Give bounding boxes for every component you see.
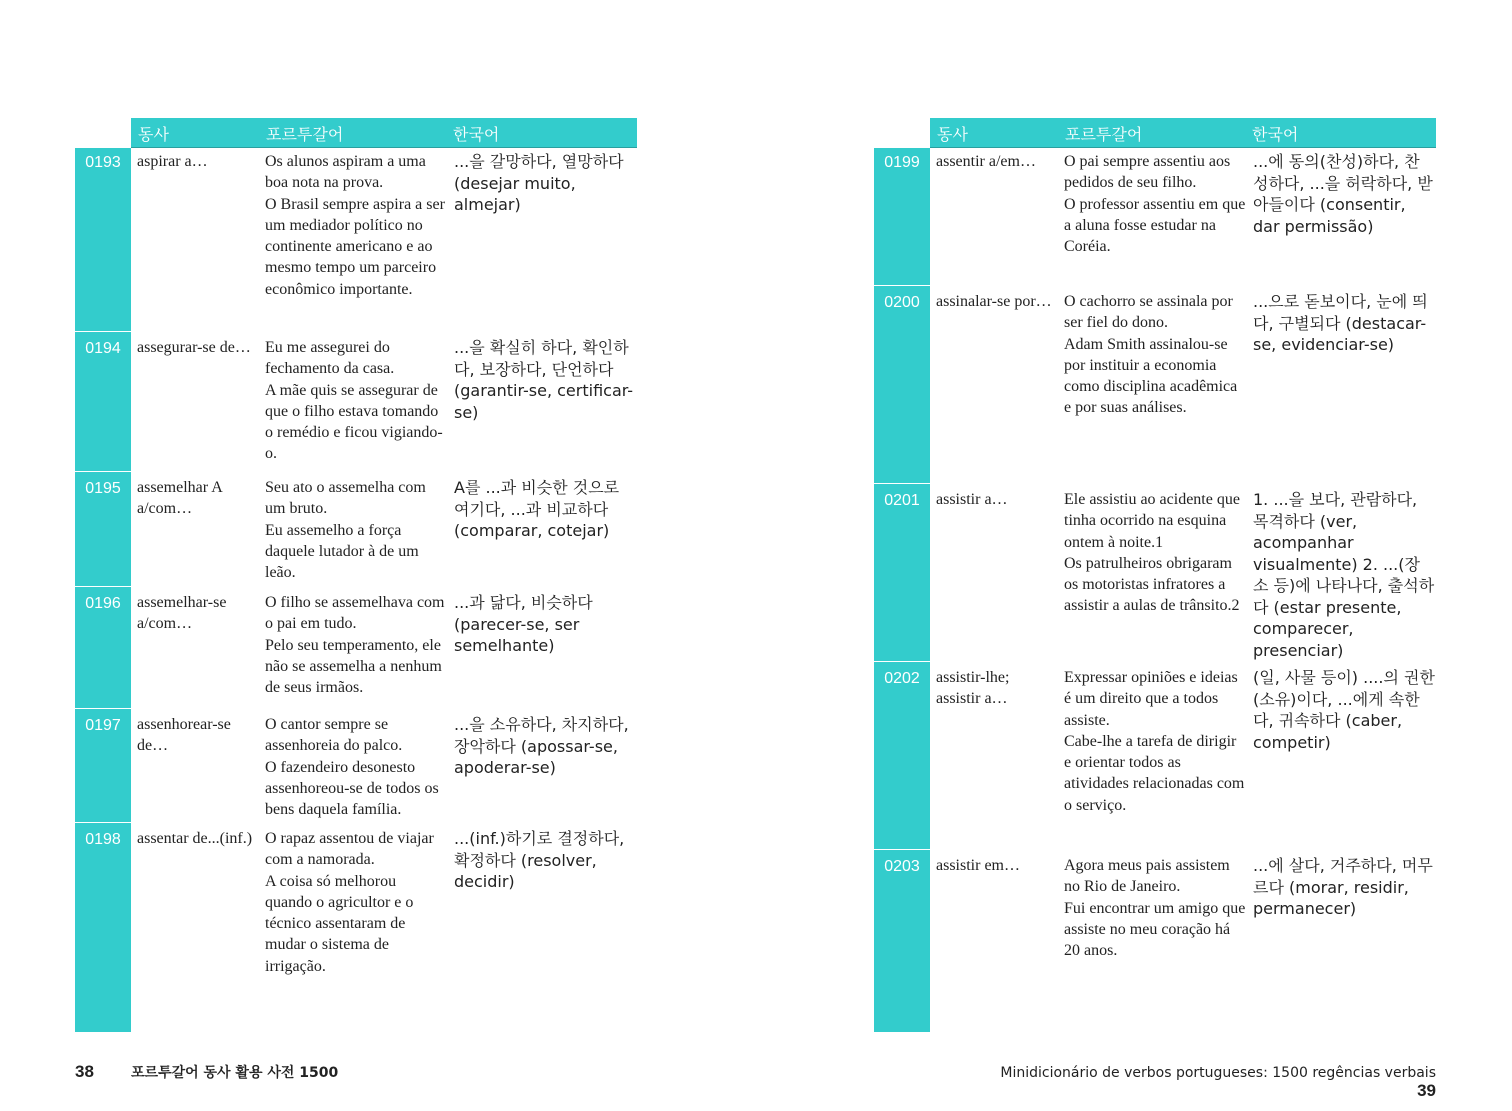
entry-examples bbox=[1064, 855, 1246, 961]
entry-verb: assemelhar A a/com… bbox=[137, 479, 222, 518]
header-verb: 동사 bbox=[937, 125, 968, 144]
left-footer bbox=[75, 1062, 338, 1082]
entry-verb: assistir a… bbox=[936, 491, 1008, 508]
header-korean: 한국어 bbox=[1252, 125, 1299, 144]
entry-number: 0194 bbox=[85, 340, 121, 357]
entry-verb: assenhorear-se de… bbox=[137, 716, 231, 755]
example-sentence: Expressar opiniões e ideias é um direito que a todos assiste. bbox=[1064, 669, 1238, 729]
entry-korean: (일, 사물 등이) ....의 권한(소유)이다, ...에게 속한다, 귀속하다 (caber, competir) bbox=[1253, 668, 1435, 752]
example-sentence: Os alunos aspiram a uma boa nota na prova. bbox=[265, 153, 426, 192]
example-sentence: O rapaz assentou de viajar com a namorada. bbox=[265, 830, 434, 869]
entry-number: 0203 bbox=[884, 858, 920, 875]
example-sentence: O cantor sempre se assenhoreia do palco. bbox=[265, 716, 403, 755]
page-number: 39 bbox=[1417, 1081, 1436, 1100]
entry-examples bbox=[265, 337, 447, 465]
entry-korean: ...(inf.)하기로 결정하다, 확정하다 (resolver, decidir) bbox=[454, 829, 625, 891]
entry-number: 0193 bbox=[85, 154, 121, 171]
header-portuguese: 포르투갈어 bbox=[266, 125, 344, 144]
example-sentence: A mãe quis se assegurar de que o filho estava tomando o remédio e ficou vigiando-o. bbox=[265, 381, 443, 463]
entry-korean: ...과 닮다, 비슷하다 (parecer-se, ser semelhante) bbox=[454, 593, 593, 655]
entry-examples bbox=[265, 477, 447, 583]
entry-verb: assinalar-se por… bbox=[936, 293, 1052, 310]
entry-examples bbox=[265, 151, 447, 300]
header-korean: 한국어 bbox=[453, 125, 500, 144]
entry-verb: assistir em… bbox=[936, 857, 1020, 874]
example-sentence: O pai sempre assentiu aos pedidos de seu filho. bbox=[1064, 153, 1231, 192]
example-sentence: O filho se assemelhava com o pai em tudo. bbox=[265, 594, 445, 633]
entry-korean: ...을 갈망하다, 열망하다 (desejar muito, almejar) bbox=[454, 152, 624, 214]
footer-title: 포르투갈어 동사 활용 사전 1500 bbox=[131, 1065, 339, 1081]
table-header bbox=[930, 118, 1436, 148]
footer-title: Minidicionário de verbos portugueses: 1500 regências verbais bbox=[1000, 1065, 1436, 1081]
entry-korean: 1. ...을 보다, 관람하다, 목격하다 (ver, acompanhar visualmente) 2. ...(장소 등)에 나타나다, 출석하다 (estar presente, comparecer, presenciar) bbox=[1253, 490, 1435, 660]
entry-number: 0195 bbox=[85, 480, 121, 497]
entry-number: 0198 bbox=[85, 831, 121, 848]
entry-verb: assegurar-se de… bbox=[137, 339, 251, 356]
example-sentence: A coisa só melhorou quando o agricultor e o técnico assentaram de mudar o sistema de irrigação. bbox=[265, 872, 414, 975]
entry-korean: A를 ...과 비슷한 것으로 여기다, ...과 비교하다 (comparar, cotejar) bbox=[454, 478, 620, 540]
example-sentence: Pelo seu temperamento, ele não se assemelha a nenhum de seus irmãos. bbox=[265, 636, 442, 697]
entry-number: 0199 bbox=[884, 154, 920, 171]
entry-examples bbox=[265, 714, 447, 820]
table-header bbox=[131, 118, 637, 148]
entry-number: 0200 bbox=[884, 294, 920, 311]
entry-verb: assentir a/em… bbox=[936, 153, 1036, 170]
example-sentence: O Brasil sempre aspira a ser um mediador político no continente americano e ao mesmo tempo um parceiro econômico importante. bbox=[265, 195, 445, 298]
entry-examples bbox=[1064, 489, 1246, 617]
example-sentence: Ele assistiu ao acidente que tinha ocorrido na esquina ontem à noite.1 bbox=[1064, 491, 1240, 551]
entry-verb: assemelhar-se a/com… bbox=[137, 594, 227, 633]
entry-verb: assentar de...(inf.) bbox=[137, 830, 253, 847]
example-sentence: O professor assentiu em que a aluna fosse estudar na Coréia. bbox=[1064, 195, 1246, 256]
entry-number: 0202 bbox=[884, 670, 920, 687]
entry-verb: assistir-lhe; assistir a… bbox=[936, 669, 1010, 708]
entry-examples bbox=[265, 828, 447, 977]
entry-examples bbox=[265, 592, 447, 698]
entry-examples bbox=[1064, 667, 1246, 816]
right-page bbox=[756, 0, 1512, 1111]
example-sentence: Agora meus pais assistem no Rio de Janeiro. bbox=[1064, 857, 1230, 896]
example-sentence: O cachorro se assinala por ser fiel do dono. bbox=[1064, 293, 1233, 332]
example-sentence: Adam Smith assinalou-se por instituir a economia como disciplina acadêmica e por suas análises. bbox=[1064, 335, 1238, 417]
example-sentence: Seu ato o assemelha com um bruto. bbox=[265, 479, 426, 518]
example-sentence: Os patrulheiros obrigaram os motoristas infratores a assistir a aulas de trânsito.2 bbox=[1064, 554, 1240, 615]
page-number: 38 bbox=[75, 1062, 94, 1081]
entry-number: 0196 bbox=[85, 595, 121, 612]
example-sentence: Eu me assegurei do fechamento da casa. bbox=[265, 339, 395, 378]
header-verb: 동사 bbox=[138, 125, 169, 144]
entry-number: 0197 bbox=[85, 717, 121, 734]
entry-number: 0201 bbox=[884, 492, 920, 509]
example-sentence: Cabe-lhe a tarefa de dirigir e orientar todos as atividades relacionadas com o serviço. bbox=[1064, 732, 1245, 814]
entry-korean: ...으로 돋보이다, 눈에 띄다, 구별되다 (destacar-se, evidenciar-se) bbox=[1253, 292, 1428, 354]
example-sentence: O fazendeiro desonesto assenhoreou-se de todos os bens daquela família. bbox=[265, 758, 439, 819]
entry-korean: ...에 살다, 거주하다, 머무르다 (morar, residir, permanecer) bbox=[1253, 856, 1433, 918]
number-column bbox=[874, 148, 930, 1032]
entry-korean: ...을 소유하다, 차지하다, 장악하다 (apossar-se, apoderar-se) bbox=[454, 715, 629, 777]
example-sentence: Fui encontrar um amigo que assiste no meu coração há 20 anos. bbox=[1064, 899, 1246, 960]
right-footer bbox=[956, 1062, 1436, 1101]
header-portuguese: 포르투갈어 bbox=[1065, 125, 1143, 144]
entry-korean: ...을 확실히 하다, 확인하다, 보장하다, 단언하다 (garantir-se, certificar-se) bbox=[454, 338, 634, 422]
example-sentence: Eu assemelho a força daquele lutador à de um leão. bbox=[265, 521, 419, 582]
entry-examples bbox=[1064, 291, 1246, 419]
entry-korean: ...에 동의(찬성)하다, 찬성하다, ...을 허락하다, 받아들이다 (consentir, dar permissão) bbox=[1253, 152, 1433, 236]
entry-verb: aspirar a… bbox=[137, 153, 208, 170]
entry-examples bbox=[1064, 151, 1246, 257]
